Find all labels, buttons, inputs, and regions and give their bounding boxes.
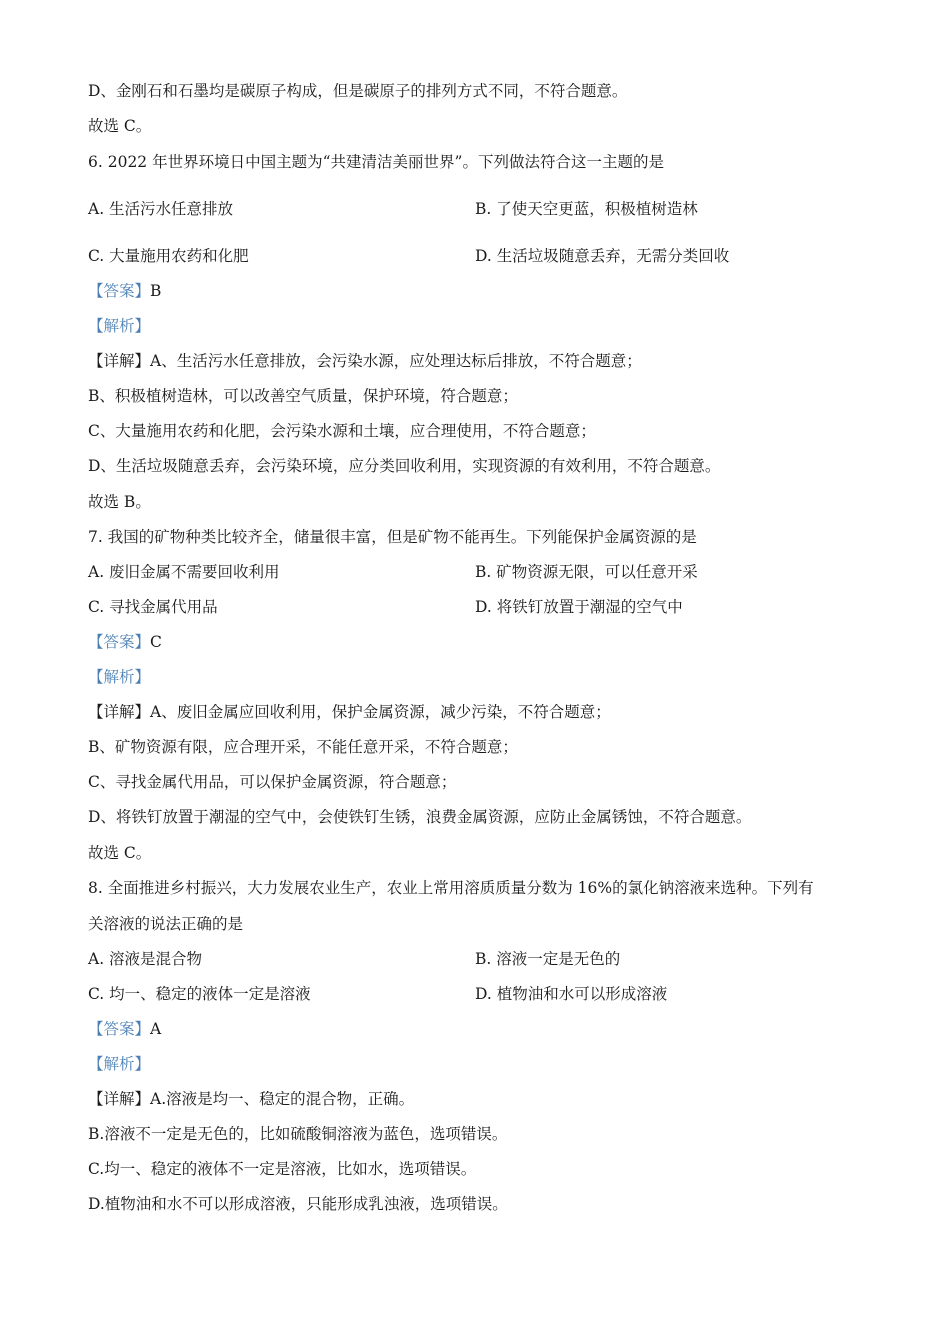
answer-label: 【答案】	[88, 633, 151, 651]
text-line: D、生活垃圾随意丢弃，会污染环境，应分类回收利用，实现资源的有效利用，不符合题意。	[88, 457, 721, 475]
question-stem: 7. 我国的矿物种类比较齐全，储量很丰富，但是矿物不能再生。下列能保护金属资源的是	[88, 528, 697, 546]
analysis-label: 【解析】	[88, 668, 151, 686]
option-b: B. 了使天空更蓝，积极植树造林	[475, 200, 698, 218]
text-line: D、将铁钉放置于潮湿的空气中，会使铁钉生锈，浪费金属资源，应防止金属锈蚀，不符合题意。	[88, 808, 752, 826]
answer-line: 【答案】C	[88, 633, 162, 651]
analysis-label: 【解析】	[88, 1055, 151, 1073]
text-line: 故选 B。	[88, 493, 151, 511]
option-d: D. 将铁钉放置于潮湿的空气中	[475, 598, 683, 616]
text-line: D.植物油和水不可以形成溶液，只能形成乳浊液，选项错误。	[88, 1195, 508, 1213]
question-stem: 8. 全面推进乡村振兴，大力发展农业生产，农业上常用溶质质量分数为 16%的氯化钠溶液来选种。下列有	[88, 879, 814, 897]
option-a: A. 溶液是混合物	[88, 950, 203, 968]
detail-label: 【详解】	[88, 352, 151, 370]
question-stem: 6. 2022 年世界环境日中国主题为“共建清洁美丽世界”。下列做法符合这一主题的是	[88, 153, 664, 171]
option-c: C. 大量施用农药和化肥	[88, 247, 249, 265]
option-a: A. 废旧金属不需要回收利用	[88, 563, 280, 581]
option-b: B. 溶液一定是无色的	[475, 950, 621, 968]
text-line: C、寻找金属代用品，可以保护金属资源，符合题意；	[88, 773, 457, 791]
answer-line: 【答案】A	[88, 1020, 162, 1038]
option-c: C. 寻找金属代用品	[88, 598, 218, 616]
text-line: C、大量施用农药和化肥，会污染水源和土壤，应合理使用，不符合题意；	[88, 422, 596, 440]
text-line: B、矿物资源有限，应合理开采，不能任意开采，不符合题意；	[88, 738, 518, 756]
option-d: D. 植物油和水可以形成溶液	[475, 985, 668, 1003]
detail-label: 【详解】	[88, 703, 151, 721]
answer-label: 【答案】	[88, 1020, 151, 1038]
text-line: B.溶液不一定是无色的，比如硫酸铜溶液为蓝色，选项错误。	[88, 1125, 508, 1143]
option-d: D. 生活垃圾随意丢弃，无需分类回收	[475, 247, 730, 265]
analysis-label: 【解析】	[88, 317, 151, 335]
detail-line: 【详解】A、废旧金属应回收利用，保护金属资源，减少污染，不符合题意；	[88, 703, 611, 721]
answer-label: 【答案】	[88, 282, 151, 300]
detail-line: 【详解】A、生活污水任意排放，会污染水源，应处理达标后排放，不符合题意；	[88, 352, 642, 370]
text-line: B、积极植树造林，可以改善空气质量，保护环境，符合题意；	[88, 387, 518, 405]
answer-line: 【答案】B	[88, 282, 162, 300]
analysis-line	[88, 316, 150, 336]
question-stem-cont: 关溶液的说法正确的是	[88, 915, 244, 933]
text-line: D、金刚石和石墨均是碳原子构成，但是碳原子的排列方式不同，不符合题意。	[88, 82, 628, 100]
detail-line: 【详解】A.溶液是均一、稳定的混合物，正确。	[88, 1090, 415, 1108]
option-a: A. 生活污水任意排放	[88, 200, 234, 218]
detail-label: 【详解】	[88, 1090, 151, 1108]
option-b: B. 矿物资源无限，可以任意开采	[475, 563, 698, 581]
option-c: C. 均一、稳定的液体一定是溶液	[88, 985, 311, 1003]
text-line: C.均一、稳定的液体不一定是溶液，比如水，选项错误。	[88, 1160, 477, 1178]
text-line: 故选 C。	[88, 117, 152, 135]
text-line: 故选 C。	[88, 844, 152, 862]
analysis-line	[88, 1054, 150, 1074]
analysis-line	[88, 667, 150, 687]
